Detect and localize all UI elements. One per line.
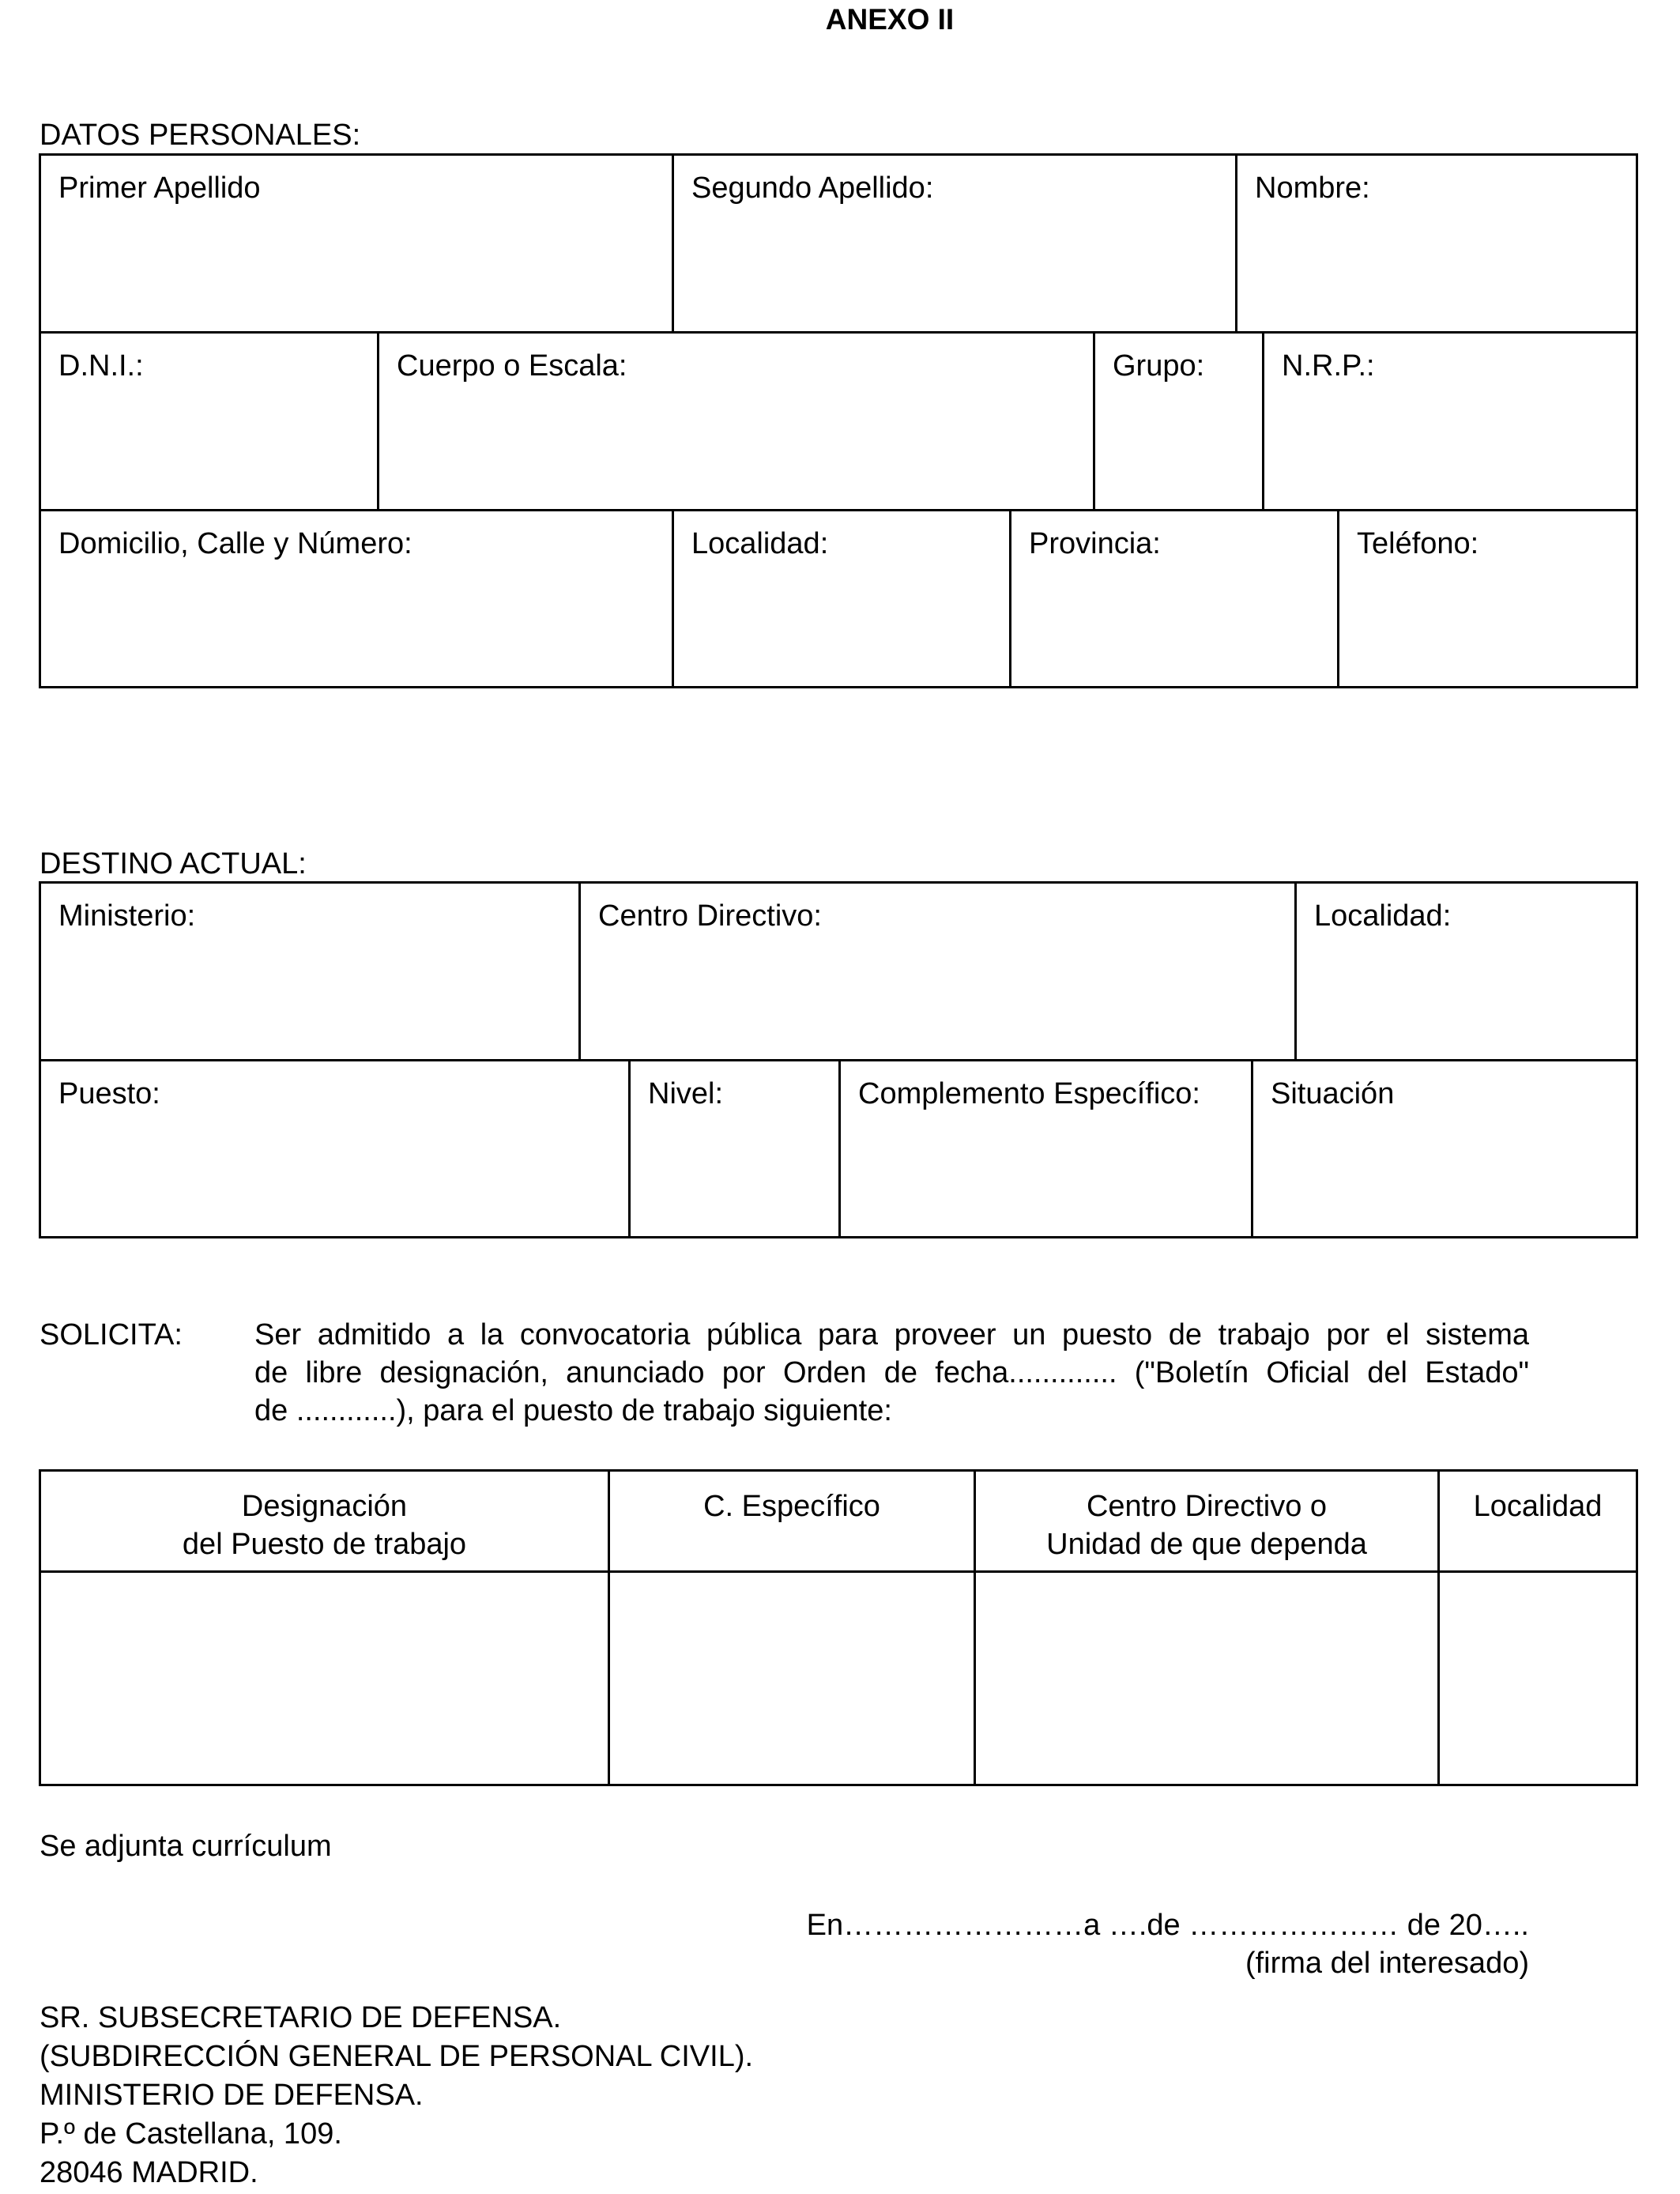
field-label: Teléfono: [1357,527,1479,560]
field-label: Cuerpo o Escala: [397,349,627,383]
header-designacion [41,1472,610,1573]
address-line: (SUBDIRECCIÓN GENERAL DE PERSONAL CIVIL). [40,2040,754,2073]
input-designacion[interactable] [41,1573,610,1784]
address-line: MINISTERIO DE DEFENSA. [40,2079,424,2112]
solicita-label: SOLICITA: [40,1318,183,1351]
field-label: Centro Directivo: [598,899,822,933]
header-text: Centro Directivo o [1086,1490,1328,1523]
field-nombre[interactable] [1237,156,1636,334]
header-centro-directivo [976,1472,1440,1573]
field-label: Primer Apellido [58,172,261,205]
field-label: Puesto: [58,1077,160,1110]
field-centro-directivo[interactable] [581,884,1297,1061]
field-complemento-especifico[interactable] [841,1061,1253,1236]
datos-personales-table [39,153,1638,688]
field-situacion[interactable] [1253,1061,1636,1236]
field-segundo-apellido[interactable] [674,156,1237,334]
field-ministerio[interactable] [41,884,581,1061]
field-label: Complemento Específico: [858,1077,1200,1110]
header-text: Unidad de que dependa [1046,1528,1367,1561]
header-text: Localidad [1473,1490,1603,1523]
address-line: SR. SUBSECRETARIO DE DEFENSA. [40,2001,562,2034]
field-label: Segundo Apellido: [691,172,934,205]
header-text: C. Específico [703,1490,880,1523]
destino-actual-table [39,881,1638,1238]
input-localidad[interactable] [1440,1573,1636,1784]
address-line: P.º de Castellana, 109. [40,2117,342,2151]
field-label: N.R.P.: [1282,349,1375,383]
field-localidad[interactable] [674,511,1011,686]
field-puesto[interactable] [41,1061,631,1236]
puesto-table [39,1469,1638,1786]
header-c-especifico [610,1472,976,1573]
address-line: 28046 MADRID. [40,2156,258,2189]
field-label: Nivel: [648,1077,724,1110]
field-label: Localidad: [1314,899,1452,933]
address-block [40,1999,753,2192]
field-label: D.N.I.: [58,349,144,383]
field-nrp[interactable] [1264,334,1636,511]
datos-personales-heading: DATOS PERSONALES: [40,119,361,152]
field-label: Nombre: [1255,172,1370,205]
field-label: Localidad: [691,527,829,560]
solicita-line-3: de ............), para el puesto de trabajo siguiente: [254,1394,892,1427]
page-title: ANEXO II [825,3,955,36]
adjunta-text: Se adjunta currículum [40,1830,332,1863]
header-text: Designación [241,1490,408,1523]
field-primer-apellido[interactable] [41,156,674,334]
input-centro-directivo[interactable] [976,1573,1440,1784]
field-label: Domicilio, Calle y Número: [58,527,412,560]
input-c-especifico[interactable] [610,1573,976,1784]
fecha-line: En……………………a ….de ………………… de 20….. [806,1909,1529,1942]
field-provincia[interactable] [1011,511,1339,686]
field-domicilio[interactable] [41,511,674,686]
field-label: Ministerio: [58,899,196,933]
field-grupo[interactable] [1095,334,1264,511]
firma-text: (firma del interesado) [1245,1947,1529,1980]
field-label: Situación [1271,1077,1395,1110]
field-localidad-destino[interactable] [1297,884,1636,1061]
field-nivel[interactable] [631,1061,841,1236]
field-dni[interactable] [41,334,379,511]
solicita-line-1: Ser admitido a la convocatoria pública para proveer un puesto de trabajo por el sistema [254,1318,1529,1351]
destino-actual-heading: DESTINO ACTUAL: [40,847,307,880]
header-text: del Puesto de trabajo [182,1528,467,1561]
field-cuerpo-escala[interactable] [379,334,1095,511]
solicita-line-2: de libre designación, anunciado por Orden de fecha............. ("Boletín Oficial del Estado" [254,1356,1529,1389]
field-label: Provincia: [1029,527,1161,560]
field-telefono[interactable] [1339,511,1636,686]
header-localidad [1440,1472,1636,1573]
field-label: Grupo: [1113,349,1205,383]
